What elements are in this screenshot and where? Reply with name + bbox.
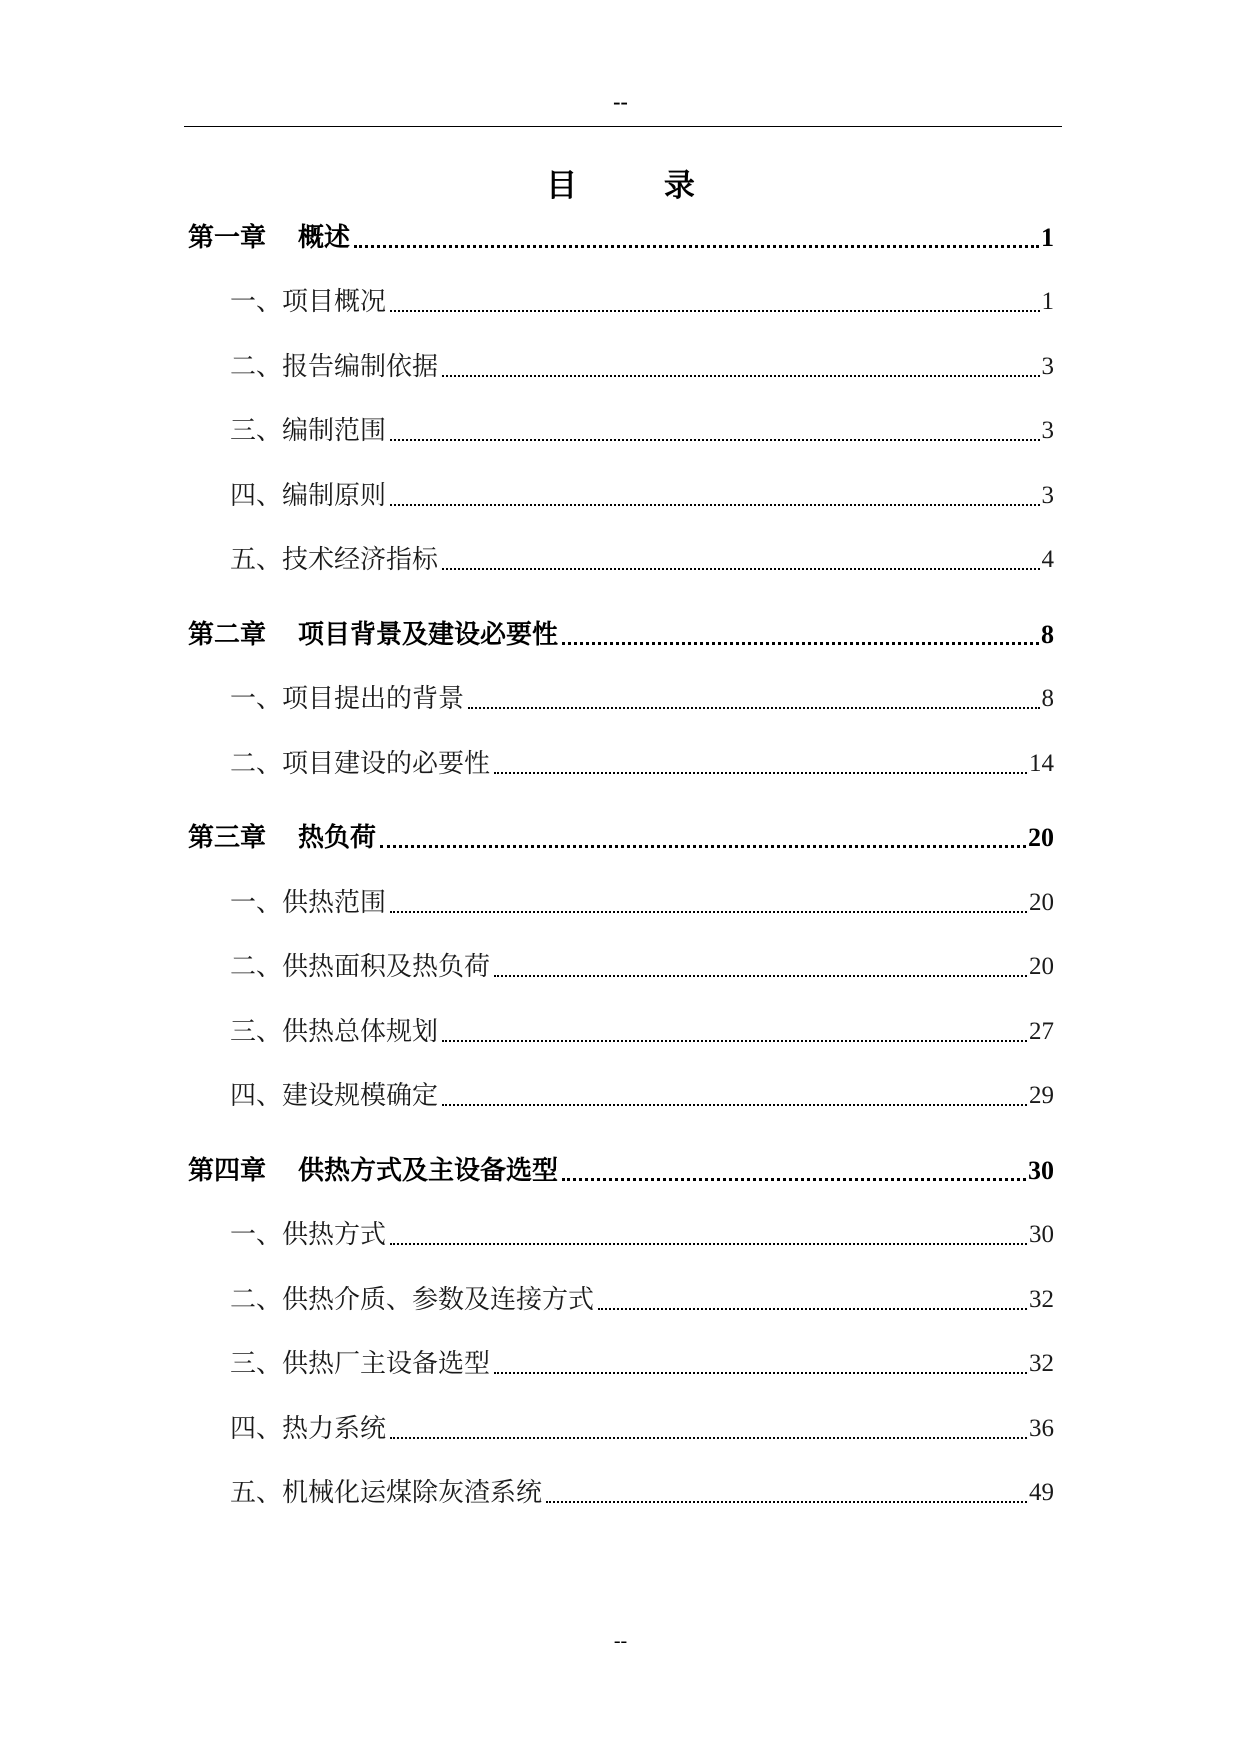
entry-number: 三、: [230, 416, 283, 446]
entry-number: 二、: [230, 749, 283, 779]
entry-number: 一、: [230, 888, 283, 918]
entry-number: 三、: [230, 1349, 283, 1379]
dot-leader: [494, 975, 1027, 977]
entry-label: 供热方式及主设备选型: [298, 1156, 559, 1186]
entry-page-number: 3: [1041, 417, 1054, 444]
toc-chapter-entry[interactable]: [188, 615, 1054, 655]
page-header-mark: --: [613, 89, 628, 114]
entry-page-number: 36: [1029, 1415, 1054, 1442]
entry-page-number: 20: [1029, 889, 1054, 916]
entry-label: 供热介质、参数及连接方式: [282, 1285, 595, 1315]
header-rule: [184, 126, 1062, 127]
entry-label: 项目概况: [282, 287, 387, 317]
entry-label: 建设规模确定: [282, 1081, 439, 1111]
toc-section-entry[interactable]: [188, 744, 1054, 784]
dot-leader: [390, 504, 1039, 506]
dot-leader: [442, 375, 1039, 377]
entry-label: 编制范围: [282, 416, 387, 446]
entry-label: 项目背景及建设必要性: [298, 620, 559, 650]
entry-number: 四、: [230, 1081, 283, 1111]
dot-leader: [390, 1437, 1027, 1439]
entry-number: 四、: [230, 1414, 283, 1444]
entry-number: 二、: [230, 352, 283, 382]
entry-label: 概述: [298, 223, 351, 253]
entry-page-number: 4: [1041, 546, 1054, 573]
entry-number: 第一章: [188, 223, 267, 253]
toc-section-entry[interactable]: [188, 1280, 1054, 1320]
toc-title: 目 录: [546, 168, 733, 204]
toc-chapter-entry[interactable]: [188, 818, 1054, 858]
dot-leader: [442, 568, 1039, 570]
entry-page-number: 20: [1029, 953, 1054, 980]
entry-number: 一、: [230, 684, 283, 714]
dot-leader: [468, 707, 1039, 709]
toc-section-entry[interactable]: [188, 411, 1054, 451]
entry-label: 供热范围: [282, 888, 387, 918]
entry-label: 热负荷: [298, 823, 377, 853]
entry-page-number: 3: [1041, 482, 1054, 509]
entry-label: 供热面积及热负荷: [282, 952, 491, 982]
entry-number: 第二章: [188, 620, 267, 650]
entry-number: 第三章: [188, 823, 267, 853]
entry-number: 第四章: [188, 1156, 267, 1186]
dot-leader: [562, 1178, 1026, 1181]
toc-section-entry[interactable]: [188, 282, 1054, 322]
entry-label: 报告编制依据: [282, 352, 439, 382]
entry-label: 项目提出的背景: [282, 684, 465, 714]
entry-label: 供热厂主设备选型: [282, 1349, 491, 1379]
entry-page-number: 14: [1029, 750, 1054, 777]
toc-chapter-entry[interactable]: [188, 218, 1054, 258]
dot-leader: [390, 439, 1039, 441]
toc-section-entry[interactable]: [188, 947, 1054, 987]
dot-leader: [390, 911, 1027, 913]
dot-leader: [442, 1040, 1027, 1042]
entry-page-number: 1: [1041, 288, 1054, 315]
entry-number: 二、: [230, 1285, 283, 1315]
entry-label: 项目建设的必要性: [282, 749, 491, 779]
entry-number: 四、: [230, 481, 283, 511]
toc-section-entry[interactable]: [188, 1012, 1054, 1052]
entry-label: 机械化运煤除灰渣系统: [282, 1478, 543, 1508]
entry-page-number: 3: [1041, 353, 1054, 380]
dot-leader: [390, 310, 1039, 312]
toc-section-entry[interactable]: [188, 1215, 1054, 1255]
entry-label: 供热方式: [282, 1220, 387, 1250]
toc-section-entry[interactable]: [188, 1076, 1054, 1116]
entry-page-number: 32: [1029, 1286, 1054, 1313]
dot-leader: [562, 642, 1039, 645]
dot-leader: [380, 845, 1026, 848]
toc-section-entry[interactable]: [188, 1409, 1054, 1449]
dot-leader: [494, 772, 1027, 774]
toc-section-entry[interactable]: [188, 883, 1054, 923]
toc-section-entry[interactable]: [188, 476, 1054, 516]
entry-number: 一、: [230, 287, 283, 317]
toc-chapter-entry[interactable]: [188, 1151, 1054, 1191]
dot-leader: [354, 245, 1039, 248]
entry-page-number: 49: [1029, 1479, 1054, 1506]
entry-page-number: 27: [1029, 1018, 1054, 1045]
entry-page-number: 30: [1028, 1156, 1054, 1185]
entry-number: 五、: [230, 545, 283, 575]
entry-number: 三、: [230, 1017, 283, 1047]
toc-section-entry[interactable]: [188, 1473, 1054, 1513]
entry-page-number: 30: [1029, 1221, 1054, 1248]
entry-label: 技术经济指标: [282, 545, 439, 575]
dot-leader: [546, 1501, 1027, 1503]
entry-label: 供热总体规划: [282, 1017, 439, 1047]
entry-label: 编制原则: [282, 481, 387, 511]
toc-section-entry[interactable]: [188, 540, 1054, 580]
dot-leader: [494, 1372, 1027, 1374]
page-footer-mark: --: [613, 1630, 628, 1652]
entry-page-number: 8: [1041, 620, 1054, 649]
entry-page-number: 20: [1028, 823, 1054, 852]
toc-section-entry[interactable]: [188, 347, 1054, 387]
entry-number: 一、: [230, 1220, 283, 1250]
entry-page-number: 8: [1041, 685, 1054, 712]
entry-page-number: 32: [1029, 1350, 1054, 1377]
entry-number: 二、: [230, 952, 283, 982]
dot-leader: [598, 1308, 1027, 1310]
entry-number: 五、: [230, 1478, 283, 1508]
toc-section-entry[interactable]: [188, 1344, 1054, 1384]
entry-label: 热力系统: [282, 1414, 387, 1444]
toc-section-entry[interactable]: [188, 679, 1054, 719]
dot-leader: [442, 1104, 1027, 1106]
entry-page-number: 29: [1029, 1082, 1054, 1109]
dot-leader: [390, 1243, 1027, 1245]
entry-page-number: 1: [1041, 223, 1054, 252]
